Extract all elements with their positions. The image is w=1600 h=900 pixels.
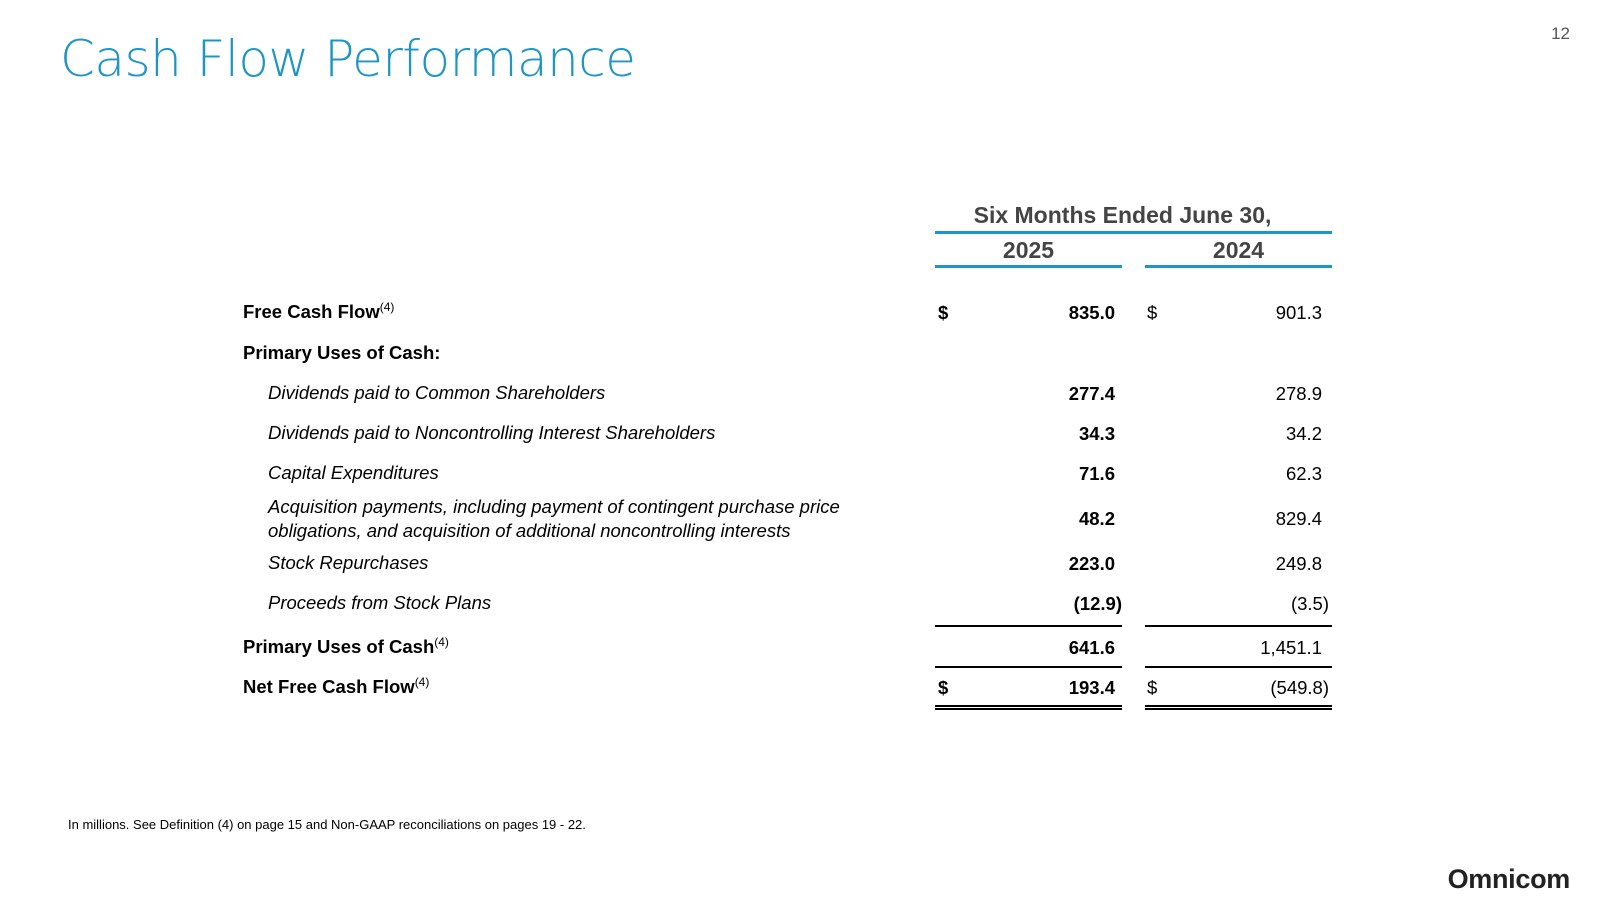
value-2025-capital-expenditures: 71.6 — [1078, 463, 1115, 484]
total-rule-2025 — [935, 666, 1122, 668]
currency-symbol-2025: $ — [938, 677, 949, 698]
currency-symbol-2024: $ — [1147, 677, 1158, 698]
value-2024-free-cash-flow: 901.3 — [1275, 302, 1322, 323]
omnicom-logo: Omnicom — [1447, 864, 1570, 894]
row-label-text: Free Cash Flow — [243, 301, 380, 322]
row-label-text: Net Free Cash Flow — [243, 676, 415, 697]
value-2025-free-cash-flow: 835.0 — [1068, 302, 1115, 323]
period-header-rule — [935, 231, 1332, 234]
period-header: Six Months Ended June 30, — [973, 202, 1272, 228]
page-title: Cash Flow Performance — [60, 30, 636, 88]
footnote-ref: (4) — [434, 635, 449, 649]
footnote: In millions. See Definition (4) on page 15 and Non-GAAP reconciliations on pages 19 - 22. — [68, 817, 586, 832]
year-2024-rule — [1145, 265, 1332, 268]
year-2025-header: 2025 — [1002, 237, 1055, 263]
total-rule-2024 — [1145, 666, 1332, 668]
row-label-dividends-common: Dividends paid to Common Shareholders — [268, 382, 606, 403]
row-label-net-free-cash-flow — [243, 676, 429, 698]
year-2025-rule — [935, 265, 1122, 268]
row-label-stock-repurchases: Stock Repurchases — [268, 552, 429, 573]
double-underline-2025 — [935, 705, 1122, 710]
footnote-ref: (4) — [379, 300, 395, 314]
footnote-ref: (4) — [414, 675, 430, 689]
subtotal-rule-2025 — [935, 625, 1122, 627]
value-2024-primary-uses-total: 1,451.1 — [1260, 637, 1322, 658]
value-2024-stock-repurchases: 249.8 — [1275, 553, 1322, 574]
value-2025-stock-repurchases: 223.0 — [1068, 553, 1115, 574]
page-number: 12 — [1551, 24, 1570, 43]
value-2025-dividends-common: 277.4 — [1068, 383, 1115, 404]
row-label-dividends-noncontrolling: Dividends paid to Noncontrolling Interest Shareholders — [268, 422, 716, 443]
value-2024-capital-expenditures: 62.3 — [1285, 463, 1322, 484]
value-2025-acquisition-payments: 48.2 — [1078, 508, 1115, 529]
value-2024-acquisition-payments: 829.4 — [1275, 508, 1322, 529]
value-2025-proceeds-stock-plans: (12.9) — [1073, 593, 1122, 614]
year-2024-header: 2024 — [1212, 237, 1265, 263]
row-label-line-1: Acquisition payments, including payment of contingent purchase price — [268, 496, 840, 517]
row-label-proceeds-stock-plans: Proceeds from Stock Plans — [268, 592, 492, 613]
value-2025-primary-uses-total: 641.6 — [1068, 637, 1115, 658]
row-label-free-cash-flow — [243, 301, 394, 323]
currency-symbol-2025: $ — [938, 302, 949, 323]
value-2025-net-free-cash-flow: 193.4 — [1068, 677, 1115, 698]
value-2024-net-free-cash-flow: (549.8) — [1270, 677, 1329, 698]
value-2025-dividends-noncontrolling: 34.3 — [1078, 423, 1115, 444]
currency-symbol-2024: $ — [1147, 302, 1158, 323]
subtotal-rule-2024 — [1145, 625, 1332, 627]
row-label-primary-uses-header: Primary Uses of Cash: — [243, 342, 441, 363]
double-underline-2024 — [1145, 705, 1332, 710]
row-label-acquisition-payments — [268, 495, 840, 543]
row-label-capital-expenditures: Capital Expenditures — [268, 462, 439, 483]
row-label-primary-uses-total — [243, 636, 449, 658]
value-2024-proceeds-stock-plans: (3.5) — [1290, 593, 1329, 614]
value-2024-dividends-common: 278.9 — [1275, 383, 1322, 404]
row-label-text: Primary Uses of Cash — [243, 636, 435, 657]
value-2024-dividends-noncontrolling: 34.2 — [1285, 423, 1322, 444]
row-label-line-2: obligations, and acquisition of additional noncontrolling interests — [268, 520, 791, 541]
